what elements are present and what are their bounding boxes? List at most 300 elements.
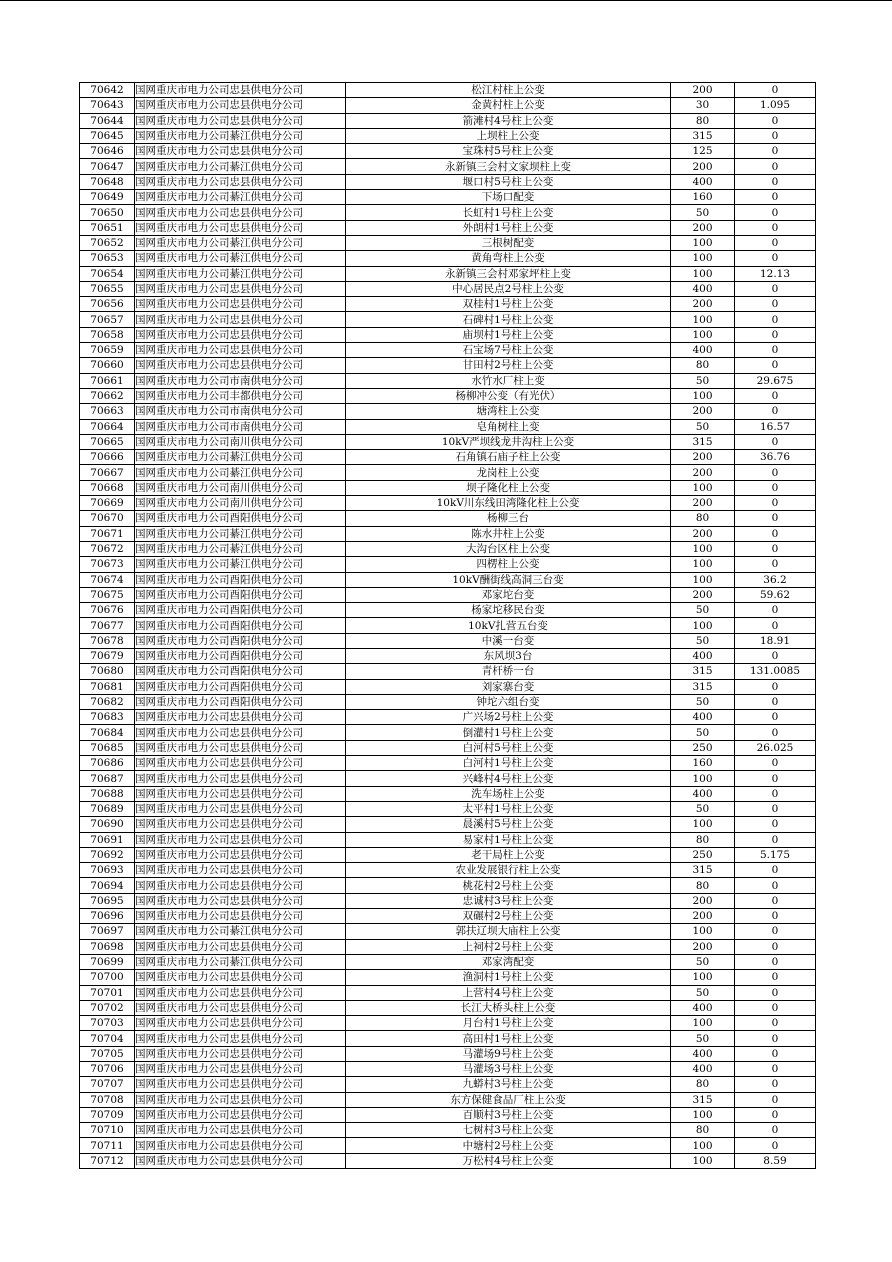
company-cell: 国网重庆市电力公司南川供电分公司 — [135, 434, 346, 449]
transformer-name-cell: 堰口村5号柱上公变 — [346, 174, 671, 189]
capacity-cell: 200 — [671, 893, 735, 908]
transformer-name-cell: 下场口配变 — [346, 190, 671, 205]
row-id-cell: 70664 — [80, 419, 135, 434]
transformer-name-cell: 广兴场2号柱上公变 — [346, 710, 671, 725]
table-row — [80, 373, 816, 388]
transformer-name-cell: 塘湾柱上公变 — [346, 404, 671, 419]
table-row — [80, 694, 816, 709]
table-row — [80, 235, 816, 250]
capacity-cell: 200 — [671, 526, 735, 541]
capacity-cell: 50 — [671, 801, 735, 816]
value-cell: 0 — [735, 1123, 816, 1138]
company-cell: 国网重庆市电力公司丰都供电分公司 — [135, 388, 346, 403]
table-row — [80, 847, 816, 862]
value-cell: 0 — [735, 1107, 816, 1122]
company-cell: 国网重庆市电力公司忠县供电分公司 — [135, 312, 346, 327]
table-row — [80, 465, 816, 480]
value-cell: 0 — [735, 893, 816, 908]
table-row — [80, 1107, 816, 1122]
company-cell: 国网重庆市电力公司忠县供电分公司 — [135, 817, 346, 832]
capacity-cell: 50 — [671, 633, 735, 648]
table-row — [80, 756, 816, 771]
row-id-cell: 70682 — [80, 694, 135, 709]
value-cell: 0 — [735, 235, 816, 250]
transformer-name-cell: 石碑村1号柱上公变 — [346, 312, 671, 327]
value-cell: 0 — [735, 648, 816, 663]
company-cell: 国网重庆市电力公司忠县供电分公司 — [135, 1123, 346, 1138]
company-cell: 国网重庆市电力公司酉阳供电分公司 — [135, 679, 346, 694]
transformer-name-cell: 东风坝3台 — [346, 648, 671, 663]
value-cell: 0 — [735, 801, 816, 816]
capacity-cell: 400 — [671, 1062, 735, 1077]
table-row — [80, 541, 816, 556]
table-row — [80, 1031, 816, 1046]
capacity-cell: 200 — [671, 220, 735, 235]
table-row — [80, 1062, 816, 1077]
capacity-cell: 200 — [671, 159, 735, 174]
company-cell: 国网重庆市电力公司忠县供电分公司 — [135, 220, 346, 235]
capacity-cell: 100 — [671, 1138, 735, 1153]
value-cell: 29.675 — [735, 373, 816, 388]
capacity-cell: 50 — [671, 419, 735, 434]
company-cell: 国网重庆市电力公司綦江供电分公司 — [135, 954, 346, 969]
transformer-name-cell: 中塘村2号柱上公变 — [346, 1138, 671, 1153]
row-id-cell: 70694 — [80, 878, 135, 893]
transformer-name-cell: 中溪一台变 — [346, 633, 671, 648]
company-cell: 国网重庆市电力公司忠县供电分公司 — [135, 1153, 346, 1168]
row-id-cell: 70683 — [80, 710, 135, 725]
table-row — [80, 557, 816, 572]
row-id-cell: 70656 — [80, 297, 135, 312]
row-id-cell: 70671 — [80, 526, 135, 541]
capacity-cell: 100 — [671, 618, 735, 633]
row-id-cell: 70672 — [80, 541, 135, 556]
row-id-cell: 70649 — [80, 190, 135, 205]
capacity-cell: 200 — [671, 587, 735, 602]
table-row — [80, 251, 816, 266]
capacity-cell: 100 — [671, 771, 735, 786]
value-cell: 0 — [735, 909, 816, 924]
value-cell: 0 — [735, 954, 816, 969]
value-cell: 0 — [735, 541, 816, 556]
value-cell: 0 — [735, 710, 816, 725]
table-row — [80, 496, 816, 511]
capacity-cell: 80 — [671, 511, 735, 526]
table-row — [80, 863, 816, 878]
row-id-cell: 70709 — [80, 1107, 135, 1122]
row-id-cell: 70705 — [80, 1046, 135, 1061]
value-cell: 1.095 — [735, 98, 816, 113]
capacity-cell: 315 — [671, 434, 735, 449]
transformer-name-cell: 庙坝村1号柱上公变 — [346, 327, 671, 342]
value-cell: 5.175 — [735, 847, 816, 862]
company-cell: 国网重庆市电力公司綦江供电分公司 — [135, 159, 346, 174]
capacity-cell: 200 — [671, 297, 735, 312]
transformer-name-cell: 10kV酬街线高洞三台变 — [346, 572, 671, 587]
table-row — [80, 725, 816, 740]
table-row — [80, 1000, 816, 1015]
company-cell: 国网重庆市电力公司忠县供电分公司 — [135, 1000, 346, 1015]
transformer-name-cell: 渔洞村1号柱上公变 — [346, 970, 671, 985]
capacity-cell: 200 — [671, 909, 735, 924]
company-cell: 国网重庆市电力公司酉阳供电分公司 — [135, 587, 346, 602]
company-cell: 国网重庆市电力公司酉阳供电分公司 — [135, 618, 346, 633]
capacity-cell: 400 — [671, 710, 735, 725]
table-row — [80, 174, 816, 189]
row-id-cell: 70693 — [80, 863, 135, 878]
capacity-cell: 400 — [671, 174, 735, 189]
value-cell: 0 — [735, 404, 816, 419]
value-cell: 0 — [735, 388, 816, 403]
capacity-cell: 400 — [671, 343, 735, 358]
table-row — [80, 679, 816, 694]
value-cell: 0 — [735, 756, 816, 771]
table-row — [80, 434, 816, 449]
table-row — [80, 144, 816, 159]
company-cell: 国网重庆市电力公司忠县供电分公司 — [135, 786, 346, 801]
transformer-name-cell: 马灌场3号柱上公变 — [346, 1062, 671, 1077]
row-id-cell: 70692 — [80, 847, 135, 862]
row-id-cell: 70686 — [80, 756, 135, 771]
capacity-cell: 100 — [671, 388, 735, 403]
transformer-name-cell: 坝子隆化柱上公变 — [346, 480, 671, 495]
table-row — [80, 1138, 816, 1153]
row-id-cell: 70696 — [80, 909, 135, 924]
company-cell: 国网重庆市电力公司忠县供电分公司 — [135, 725, 346, 740]
row-id-cell: 70684 — [80, 725, 135, 740]
value-cell: 36.2 — [735, 572, 816, 587]
company-cell: 国网重庆市电力公司忠县供电分公司 — [135, 1092, 346, 1107]
row-id-cell: 70661 — [80, 373, 135, 388]
company-cell: 国网重庆市电力公司忠县供电分公司 — [135, 771, 346, 786]
row-id-cell: 70651 — [80, 220, 135, 235]
row-id-cell: 70707 — [80, 1077, 135, 1092]
table-row — [80, 220, 816, 235]
capacity-cell: 50 — [671, 694, 735, 709]
company-cell: 国网重庆市电力公司綦江供电分公司 — [135, 924, 346, 939]
capacity-cell: 80 — [671, 1077, 735, 1092]
row-id-cell: 70655 — [80, 281, 135, 296]
row-id-cell: 70674 — [80, 572, 135, 587]
transformer-name-cell: 郭扶辽坝大庙柱上公变 — [346, 924, 671, 939]
value-cell: 0 — [735, 679, 816, 694]
value-cell: 0 — [735, 694, 816, 709]
company-cell: 国网重庆市电力公司市南供电分公司 — [135, 419, 346, 434]
company-cell: 国网重庆市电力公司綦江供电分公司 — [135, 266, 346, 281]
row-id-cell: 70691 — [80, 832, 135, 847]
transformer-name-cell: 双碾村2号柱上公变 — [346, 909, 671, 924]
transformer-name-cell: 东方保健食品厂柱上公变 — [346, 1092, 671, 1107]
capacity-cell: 80 — [671, 358, 735, 373]
capacity-cell: 50 — [671, 373, 735, 388]
company-cell: 国网重庆市电力公司市南供电分公司 — [135, 404, 346, 419]
table-row — [80, 832, 816, 847]
company-cell: 国网重庆市电力公司忠县供电分公司 — [135, 847, 346, 862]
company-cell: 国网重庆市电力公司忠县供电分公司 — [135, 985, 346, 1000]
value-cell: 131.0085 — [735, 664, 816, 679]
capacity-cell: 80 — [671, 832, 735, 847]
value-cell: 0 — [735, 327, 816, 342]
capacity-cell: 160 — [671, 190, 735, 205]
table-row — [80, 480, 816, 495]
row-id-cell: 70650 — [80, 205, 135, 220]
value-cell: 18.91 — [735, 633, 816, 648]
table-row — [80, 740, 816, 755]
transformer-name-cell: 四楞柱上公变 — [346, 557, 671, 572]
table-row — [80, 327, 816, 342]
transformer-name-cell: 农业发展银行柱上公变 — [346, 863, 671, 878]
transformer-name-cell: 三根树配变 — [346, 235, 671, 250]
row-id-cell: 70652 — [80, 235, 135, 250]
value-cell: 26.025 — [735, 740, 816, 755]
table-row — [80, 618, 816, 633]
row-id-cell: 70710 — [80, 1123, 135, 1138]
transformer-name-cell: 箭滩村4号柱上公变 — [346, 113, 671, 128]
transformer-name-cell: 青杆桥一台 — [346, 664, 671, 679]
capacity-cell: 125 — [671, 144, 735, 159]
table-row — [80, 190, 816, 205]
row-id-cell: 70659 — [80, 343, 135, 358]
transformer-name-cell: 洗车场柱上公变 — [346, 786, 671, 801]
company-cell: 国网重庆市电力公司酉阳供电分公司 — [135, 511, 346, 526]
capacity-cell: 200 — [671, 496, 735, 511]
company-cell: 国网重庆市电力公司南川供电分公司 — [135, 496, 346, 511]
table-row — [80, 1016, 816, 1031]
row-id-cell: 70695 — [80, 893, 135, 908]
table-row — [80, 128, 816, 143]
value-cell: 0 — [735, 1062, 816, 1077]
table-row — [80, 710, 816, 725]
transformer-name-cell: 白河村5号柱上公变 — [346, 740, 671, 755]
capacity-cell: 50 — [671, 205, 735, 220]
row-id-cell: 70681 — [80, 679, 135, 694]
value-cell: 0 — [735, 220, 816, 235]
row-id-cell: 70660 — [80, 358, 135, 373]
row-id-cell: 70712 — [80, 1153, 135, 1168]
row-id-cell: 70645 — [80, 128, 135, 143]
value-cell: 0 — [735, 128, 816, 143]
value-cell: 59.62 — [735, 587, 816, 602]
table-row — [80, 954, 816, 969]
value-cell: 0 — [735, 1000, 816, 1015]
company-cell: 国网重庆市电力公司綦江供电分公司 — [135, 128, 346, 143]
row-id-cell: 70704 — [80, 1031, 135, 1046]
transformer-name-cell: 百顺村3号柱上公变 — [346, 1107, 671, 1122]
row-id-cell: 70685 — [80, 740, 135, 755]
table-row — [80, 587, 816, 602]
company-cell: 国网重庆市电力公司忠县供电分公司 — [135, 1138, 346, 1153]
transformer-name-cell: 双桂村1号柱上公变 — [346, 297, 671, 312]
row-id-cell: 70643 — [80, 98, 135, 113]
table-row — [80, 205, 816, 220]
table-row — [80, 1092, 816, 1107]
capacity-cell: 100 — [671, 235, 735, 250]
company-cell: 国网重庆市电力公司忠县供电分公司 — [135, 710, 346, 725]
row-id-cell: 70678 — [80, 633, 135, 648]
company-cell: 国网重庆市电力公司忠县供电分公司 — [135, 358, 346, 373]
table-row — [80, 98, 816, 113]
transformer-name-cell: 七树村3号柱上公变 — [346, 1123, 671, 1138]
row-id-cell: 70673 — [80, 557, 135, 572]
row-id-cell: 70698 — [80, 939, 135, 954]
capacity-cell: 160 — [671, 756, 735, 771]
row-id-cell: 70658 — [80, 327, 135, 342]
table-row — [80, 909, 816, 924]
capacity-cell: 315 — [671, 128, 735, 143]
transformer-name-cell: 黄角弯柱上公变 — [346, 251, 671, 266]
table-row — [80, 771, 816, 786]
capacity-cell: 100 — [671, 1107, 735, 1122]
row-id-cell: 70666 — [80, 450, 135, 465]
capacity-cell: 100 — [671, 327, 735, 342]
capacity-cell: 100 — [671, 541, 735, 556]
capacity-cell: 200 — [671, 939, 735, 954]
company-cell: 国网重庆市电力公司酉阳供电分公司 — [135, 633, 346, 648]
transformer-name-cell: 陈水井柱上公变 — [346, 526, 671, 541]
company-cell: 国网重庆市电力公司綦江供电分公司 — [135, 465, 346, 480]
value-cell: 0 — [735, 863, 816, 878]
table-row — [80, 526, 816, 541]
transformer-name-cell: 10kV扎营五台变 — [346, 618, 671, 633]
capacity-cell: 30 — [671, 98, 735, 113]
row-id-cell: 70644 — [80, 113, 135, 128]
value-cell: 0 — [735, 924, 816, 939]
transformer-name-cell: 太平村1号柱上公变 — [346, 801, 671, 816]
value-cell: 8.59 — [735, 1153, 816, 1168]
row-id-cell: 70667 — [80, 465, 135, 480]
row-id-cell: 70665 — [80, 434, 135, 449]
row-id-cell: 70708 — [80, 1092, 135, 1107]
transformer-name-cell: 刘家寨台变 — [346, 679, 671, 694]
table-row — [80, 603, 816, 618]
company-cell: 国网重庆市电力公司忠县供电分公司 — [135, 174, 346, 189]
value-cell: 12.13 — [735, 266, 816, 281]
transformer-name-cell: 桃花村2号柱上公变 — [346, 878, 671, 893]
company-cell: 国网重庆市电力公司忠县供电分公司 — [135, 863, 346, 878]
value-cell: 0 — [735, 205, 816, 220]
row-id-cell: 70679 — [80, 648, 135, 663]
table-body — [80, 83, 816, 1169]
table-row — [80, 343, 816, 358]
capacity-cell: 100 — [671, 572, 735, 587]
transformer-name-cell: 万松村4号柱上公变 — [346, 1153, 671, 1168]
company-cell: 国网重庆市电力公司綦江供电分公司 — [135, 235, 346, 250]
row-id-cell: 70663 — [80, 404, 135, 419]
row-id-cell: 70657 — [80, 312, 135, 327]
company-cell: 国网重庆市电力公司忠县供电分公司 — [135, 893, 346, 908]
table-row — [80, 924, 816, 939]
value-cell: 0 — [735, 817, 816, 832]
capacity-cell: 100 — [671, 1153, 735, 1168]
capacity-cell: 100 — [671, 266, 735, 281]
capacity-cell: 100 — [671, 480, 735, 495]
value-cell: 0 — [735, 603, 816, 618]
row-id-cell: 70662 — [80, 388, 135, 403]
capacity-cell: 250 — [671, 740, 735, 755]
transformer-name-cell: 忠诚村3号柱上公变 — [346, 893, 671, 908]
value-cell: 0 — [735, 1138, 816, 1153]
table-row — [80, 404, 816, 419]
row-id-cell: 70701 — [80, 985, 135, 1000]
capacity-cell: 100 — [671, 817, 735, 832]
table-row — [80, 281, 816, 296]
row-id-cell: 70688 — [80, 786, 135, 801]
value-cell: 0 — [735, 786, 816, 801]
table-row — [80, 450, 816, 465]
transformer-name-cell: 上祠村2号柱上公变 — [346, 939, 671, 954]
company-cell: 国网重庆市电力公司忠县供电分公司 — [135, 878, 346, 893]
transformer-name-cell: 10kV严坝线龙井沟柱上公变 — [346, 434, 671, 449]
row-id-cell: 70669 — [80, 496, 135, 511]
row-id-cell: 70699 — [80, 954, 135, 969]
transformer-name-cell: 永新镇三会村邓家坪柱上变 — [346, 266, 671, 281]
table-row — [80, 511, 816, 526]
transformer-name-cell: 甘田村2号柱上公变 — [346, 358, 671, 373]
company-cell: 国网重庆市电力公司忠县供电分公司 — [135, 756, 346, 771]
value-cell: 0 — [735, 144, 816, 159]
table-row — [80, 939, 816, 954]
transformer-name-cell: 龙岗柱上公变 — [346, 465, 671, 480]
company-cell: 国网重庆市电力公司忠县供电分公司 — [135, 343, 346, 358]
company-cell: 国网重庆市电力公司市南供电分公司 — [135, 373, 346, 388]
company-cell: 国网重庆市电力公司忠县供电分公司 — [135, 1016, 346, 1031]
value-cell: 0 — [735, 174, 816, 189]
table-row — [80, 266, 816, 281]
transformer-name-cell: 石角镇石庙子柱上公变 — [346, 450, 671, 465]
company-cell: 国网重庆市电力公司酉阳供电分公司 — [135, 603, 346, 618]
company-cell: 国网重庆市电力公司酉阳供电分公司 — [135, 648, 346, 663]
table-row — [80, 419, 816, 434]
capacity-cell: 400 — [671, 648, 735, 663]
company-cell: 国网重庆市电力公司忠县供电分公司 — [135, 297, 346, 312]
transformer-name-cell: 兴峰村4号柱上公变 — [346, 771, 671, 786]
capacity-cell: 400 — [671, 786, 735, 801]
transformer-name-cell: 九蟒村3号柱上公变 — [346, 1077, 671, 1092]
value-cell: 0 — [735, 1077, 816, 1092]
row-id-cell: 70668 — [80, 480, 135, 495]
transformer-name-cell: 杨柳冲公变（有光伏） — [346, 388, 671, 403]
capacity-cell: 200 — [671, 404, 735, 419]
value-cell: 0 — [735, 618, 816, 633]
company-cell: 国网重庆市电力公司忠县供电分公司 — [135, 1062, 346, 1077]
transformer-name-cell: 长江大桥头柱上公变 — [346, 1000, 671, 1015]
transformer-name-cell: 晨溪村5号柱上公变 — [346, 817, 671, 832]
value-cell: 0 — [735, 465, 816, 480]
company-cell: 国网重庆市电力公司忠县供电分公司 — [135, 98, 346, 113]
value-cell: 0 — [735, 511, 816, 526]
transformer-name-cell: 白河村1号柱上公变 — [346, 756, 671, 771]
company-cell: 国网重庆市电力公司綦江供电分公司 — [135, 251, 346, 266]
capacity-cell: 315 — [671, 1092, 735, 1107]
capacity-cell: 50 — [671, 985, 735, 1000]
value-cell: 0 — [735, 832, 816, 847]
company-cell: 国网重庆市电力公司酉阳供电分公司 — [135, 572, 346, 587]
capacity-cell: 80 — [671, 1123, 735, 1138]
capacity-cell: 50 — [671, 1031, 735, 1046]
capacity-cell: 100 — [671, 557, 735, 572]
transformer-name-cell: 皂角树柱上变 — [346, 419, 671, 434]
row-id-cell: 70675 — [80, 587, 135, 602]
company-cell: 国网重庆市电力公司忠县供电分公司 — [135, 113, 346, 128]
transformer-name-cell: 宝珠村5号柱上公变 — [346, 144, 671, 159]
table-row — [80, 388, 816, 403]
transformer-name-cell: 金黄村柱上公变 — [346, 98, 671, 113]
company-cell: 国网重庆市电力公司忠县供电分公司 — [135, 740, 346, 755]
company-cell: 国网重庆市电力公司忠县供电分公司 — [135, 83, 346, 98]
row-id-cell: 70654 — [80, 266, 135, 281]
table-row — [80, 985, 816, 1000]
value-cell: 0 — [735, 297, 816, 312]
